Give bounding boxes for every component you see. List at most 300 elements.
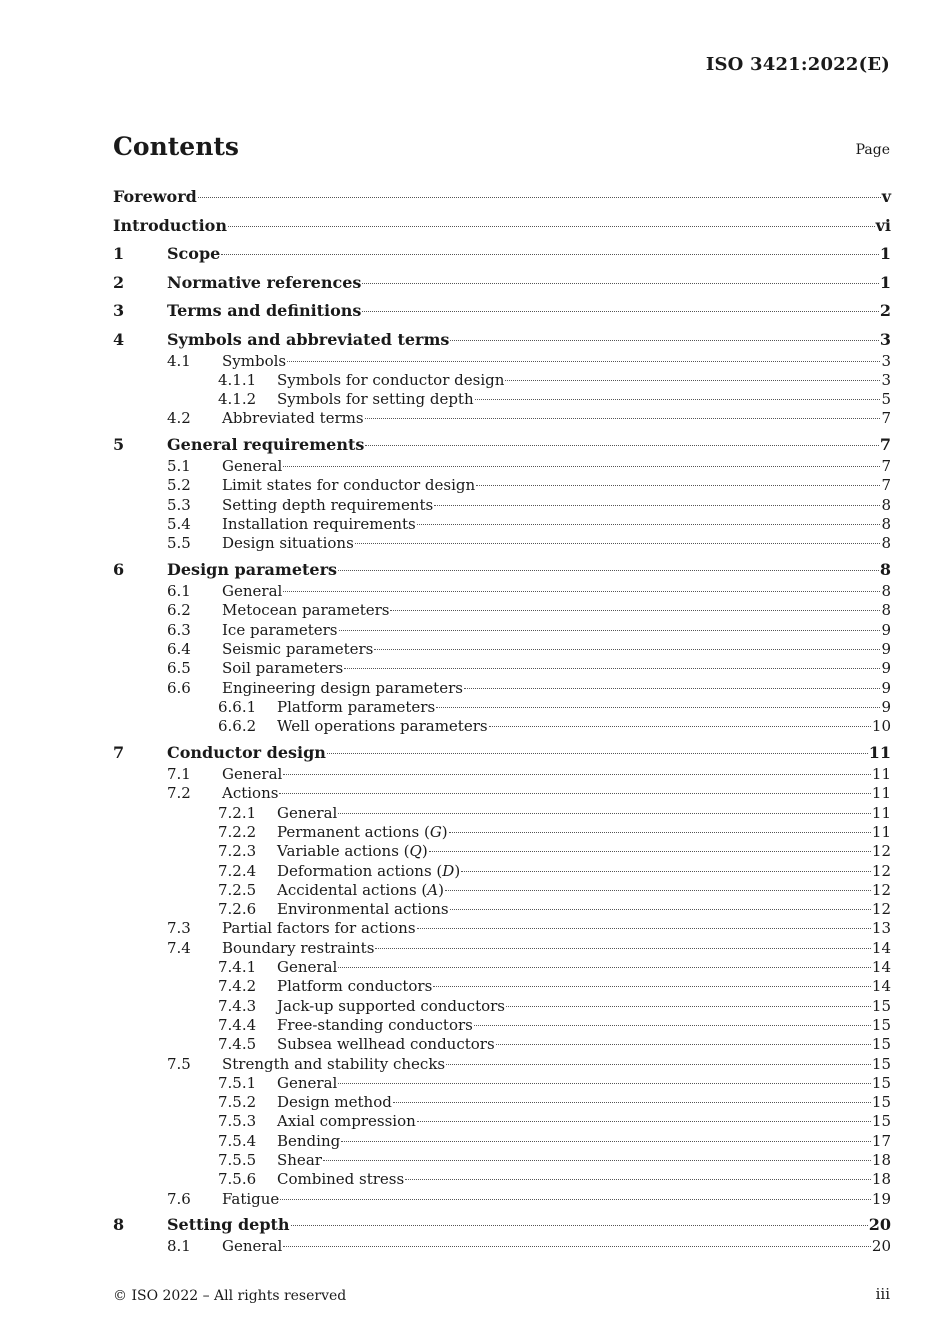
toc-entry-number: 6.6 xyxy=(167,678,191,697)
toc-entry-number: 4.1.1 xyxy=(218,370,257,389)
toc-entry[interactable] xyxy=(113,741,891,765)
toc-entry-title[interactable] xyxy=(222,476,475,495)
toc-entry-title-text: Bending xyxy=(277,1131,341,1150)
toc-entry[interactable] xyxy=(113,842,891,861)
toc-entry-number: 1 xyxy=(113,244,125,263)
dot-leader xyxy=(338,966,871,968)
toc-entry-number: 7.5 xyxy=(167,1054,191,1073)
toc-entry[interactable] xyxy=(113,977,891,996)
toc-entry-title[interactable] xyxy=(222,409,364,428)
toc-entry[interactable] xyxy=(113,804,891,823)
toc-entry[interactable] xyxy=(113,433,891,457)
dot-leader xyxy=(280,1198,871,1200)
dot-leader xyxy=(450,908,871,910)
toc-entry-number: 7.2 xyxy=(167,784,191,803)
toc-entry[interactable] xyxy=(113,582,891,601)
toc-entry-title[interactable] xyxy=(222,1190,279,1209)
toc-entry-title[interactable] xyxy=(222,640,373,659)
toc-entry-number: 7.5.2 xyxy=(218,1093,257,1112)
toc-entry-title[interactable] xyxy=(222,765,282,784)
toc-entry[interactable] xyxy=(113,659,891,678)
toc-entry-title[interactable] xyxy=(277,717,488,736)
toc-entry-title-text: General xyxy=(277,958,338,977)
toc-entry-page: 9 xyxy=(881,620,891,639)
toc-entry-title[interactable] xyxy=(167,433,364,457)
page-column-label: Page xyxy=(855,142,890,158)
toc-entry-number: 7.2.5 xyxy=(218,880,257,899)
dot-leader xyxy=(283,773,871,775)
toc-entry-title[interactable] xyxy=(277,842,428,861)
dot-leader xyxy=(417,1120,871,1122)
toc-entry-number: 5.3 xyxy=(167,495,191,514)
toc-entry-page: 12 xyxy=(871,900,891,919)
toc-entry-page: 20 xyxy=(871,1237,891,1256)
dot-leader xyxy=(365,417,881,419)
toc-entry[interactable] xyxy=(113,958,891,977)
toc-entry-number: 8.1 xyxy=(167,1237,191,1256)
toc-entry-page: 2 xyxy=(879,301,891,320)
toc-entry-page: 3 xyxy=(881,370,891,389)
toc-entry-title-text: Design method xyxy=(277,1093,392,1112)
toc-entry[interactable] xyxy=(113,299,891,323)
toc-entry-title[interactable] xyxy=(277,881,444,900)
toc-entry-symbol: D xyxy=(442,861,455,880)
toc-entry-page: 3 xyxy=(881,351,891,370)
toc-entry[interactable] xyxy=(113,698,891,717)
toc-entry-number: 5 xyxy=(113,435,125,455)
toc-entry-number: 7.4 xyxy=(167,938,191,957)
toc-entry[interactable] xyxy=(113,534,891,553)
toc-entry[interactable] xyxy=(113,939,891,958)
toc-entry-title[interactable] xyxy=(113,185,197,209)
toc-entry-page: 15 xyxy=(871,1112,891,1131)
dot-leader xyxy=(365,444,879,446)
toc-entry-title-suffix: ) xyxy=(441,822,448,841)
toc-entry-title-text: Actions xyxy=(222,784,279,803)
toc-entry-title[interactable] xyxy=(167,558,337,582)
toc-entry-title-text: Limit states for conductor design xyxy=(222,476,476,495)
toc-entry-title-text: Conductor design xyxy=(167,743,326,763)
toc-entry-title-text: Metocean parameters xyxy=(222,601,390,620)
toc-entry-number: 7.5.1 xyxy=(218,1073,257,1092)
dot-leader xyxy=(362,282,878,284)
dot-leader xyxy=(362,310,878,312)
toc-entry-title-text: Accidental actions ( xyxy=(277,880,428,899)
toc-entry-page: 7 xyxy=(881,457,891,476)
toc-entry-page: 15 xyxy=(871,996,891,1015)
dot-leader xyxy=(475,398,881,400)
dot-leader xyxy=(429,850,871,852)
toc-entry-number: 5.4 xyxy=(167,515,191,534)
toc-entry-title[interactable] xyxy=(277,1035,495,1054)
dot-leader xyxy=(433,985,871,987)
toc-entry[interactable] xyxy=(113,1074,891,1093)
toc-entry[interactable] xyxy=(113,1132,891,1151)
toc-entry-title[interactable] xyxy=(277,1093,392,1112)
toc-entry-page: 7 xyxy=(879,435,891,455)
dot-leader xyxy=(445,889,871,891)
dot-leader xyxy=(476,484,880,486)
toc-entry-page: 1 xyxy=(879,272,891,292)
toc-entry[interactable] xyxy=(113,784,891,803)
toc-entry[interactable] xyxy=(113,1112,891,1131)
dot-leader xyxy=(417,523,881,525)
toc-entry-title[interactable] xyxy=(222,784,278,803)
toc-entry[interactable] xyxy=(113,390,891,409)
toc-entry-title[interactable] xyxy=(277,1112,416,1131)
toc-entry-title-text: Axial compression xyxy=(277,1112,416,1131)
toc-entry-page: 18 xyxy=(871,1150,891,1169)
toc-entry-page: 13 xyxy=(871,919,891,938)
toc-entry-title[interactable] xyxy=(222,457,282,476)
toc-entry-page: 11 xyxy=(868,743,891,763)
toc-entry-page: 7 xyxy=(881,409,891,428)
toc-entry-title[interactable] xyxy=(277,997,505,1016)
toc-entry[interactable] xyxy=(113,409,891,428)
toc-entry[interactable] xyxy=(113,352,891,371)
toc-entry[interactable] xyxy=(113,997,891,1016)
toc-entry-page: 12 xyxy=(871,880,891,899)
dot-leader xyxy=(393,1101,871,1103)
toc-entry-page: 12 xyxy=(871,861,891,880)
toc-entry-title-text: Terms and definitions xyxy=(167,301,362,320)
toc-entry-page: 5 xyxy=(881,390,891,409)
toc-entry[interactable] xyxy=(113,1035,891,1054)
toc-entry-title[interactable] xyxy=(277,1074,337,1093)
toc-entry-title-suffix: ) xyxy=(421,842,428,861)
toc-entry-title[interactable] xyxy=(277,862,460,881)
toc-entry-title[interactable] xyxy=(222,621,338,640)
toc-entry-title-text: Setting depth xyxy=(167,1215,290,1235)
dot-leader xyxy=(283,1245,871,1247)
toc-entry-title[interactable] xyxy=(167,299,361,323)
toc-entry[interactable] xyxy=(113,1016,891,1035)
toc-entry-title-text: Shear xyxy=(277,1150,322,1169)
dot-leader xyxy=(338,569,879,571)
toc-entry[interactable] xyxy=(113,1237,891,1256)
toc-entry-title-text: Free-standing conductors xyxy=(277,1015,473,1034)
toc-entry-title-text: Normative references xyxy=(167,272,362,292)
toc-entry-page: 7 xyxy=(881,476,891,495)
toc-entry-page: 9 xyxy=(881,659,891,678)
toc-entry[interactable] xyxy=(113,328,891,352)
toc-entry-title[interactable] xyxy=(167,1213,290,1237)
toc-entry-number: 6.5 xyxy=(167,659,191,678)
toc-entry-title[interactable] xyxy=(277,698,435,717)
toc-entry[interactable] xyxy=(113,919,891,938)
toc-entry-page: 15 xyxy=(871,1093,891,1112)
standard-identifier: ISO 3421:2022(E) xyxy=(705,54,890,75)
dot-leader xyxy=(327,752,868,754)
toc-entry-number: 8 xyxy=(113,1215,125,1235)
toc-entry-page: 14 xyxy=(871,938,891,957)
toc-entry-title-text: Abbreviated terms xyxy=(222,409,364,428)
toc-entry-title-suffix: ) xyxy=(454,861,461,880)
toc-entry-title[interactable] xyxy=(277,1016,473,1035)
toc-entry-number: 4.2 xyxy=(167,409,191,428)
toc-entry-page: 15 xyxy=(871,1015,891,1034)
toc-entry-page: vi xyxy=(875,215,891,235)
toc-entry-page: 1 xyxy=(879,244,891,263)
toc-entry-title-suffix: ) xyxy=(438,880,444,899)
dot-leader xyxy=(355,542,881,544)
toc-entry-title[interactable] xyxy=(277,958,337,977)
toc-entry-page: 8 xyxy=(881,495,891,514)
toc-entry-title-text: Combined stress xyxy=(277,1170,405,1189)
toc-entry-symbol: G xyxy=(429,822,442,841)
toc-entry-title[interactable] xyxy=(222,601,389,620)
toc-entry[interactable] xyxy=(113,457,891,476)
toc-entry-title-text: General xyxy=(222,582,283,601)
toc-entry-title[interactable] xyxy=(277,390,474,409)
dot-leader xyxy=(505,379,880,381)
toc-entry-title[interactable] xyxy=(277,1132,340,1151)
toc-entry-title-text: Engineering design parameters xyxy=(222,678,463,697)
toc-entry-number: 7.4.5 xyxy=(218,1035,257,1054)
toc-entry-title-text: Design situations xyxy=(222,534,354,553)
toc-entry-page: v xyxy=(881,187,891,206)
toc-entry-page: 8 xyxy=(881,582,891,601)
toc-entry[interactable] xyxy=(113,601,891,620)
toc-entry-title[interactable] xyxy=(277,1151,322,1170)
toc-entry[interactable] xyxy=(113,1055,891,1074)
dot-leader xyxy=(323,1159,871,1161)
toc-entry-page: 12 xyxy=(871,842,891,861)
dot-leader xyxy=(341,1140,871,1142)
toc-entry[interactable] xyxy=(113,1170,891,1189)
toc-entry-title[interactable] xyxy=(222,919,416,938)
dot-leader xyxy=(405,1178,871,1180)
dot-leader xyxy=(374,648,880,650)
toc-entry-title-text: Strength and stability checks xyxy=(222,1054,446,1073)
toc-entry-page: 11 xyxy=(871,803,891,822)
toc-entry-number: 6.6.1 xyxy=(218,697,257,716)
dot-leader xyxy=(279,792,870,794)
toc-entry[interactable] xyxy=(113,881,891,900)
toc-entry-number: 7.1 xyxy=(167,765,191,784)
toc-entry-title-text: Platform parameters xyxy=(277,697,436,716)
toc-entry[interactable] xyxy=(113,271,891,295)
toc-entry-title[interactable] xyxy=(113,214,227,238)
toc-entry-title[interactable] xyxy=(277,977,432,996)
toc-entry-page: 9 xyxy=(881,697,891,716)
toc-entry[interactable] xyxy=(113,185,891,209)
toc-entry-number: 7.5.3 xyxy=(218,1112,257,1131)
toc-entry-symbol: A xyxy=(427,880,439,899)
dot-leader xyxy=(375,947,871,949)
toc-entry[interactable] xyxy=(113,900,891,919)
toc-entry[interactable] xyxy=(113,862,891,881)
toc-entry-title-text: General xyxy=(222,1237,283,1256)
dot-leader xyxy=(446,1063,871,1065)
dot-leader xyxy=(228,225,875,227)
toc-entry-number: 7.5.5 xyxy=(218,1150,257,1169)
toc-entry[interactable] xyxy=(113,558,891,582)
toc-entry-title[interactable] xyxy=(277,1170,404,1189)
toc-entry-symbol: Q xyxy=(409,842,422,861)
dot-leader xyxy=(496,1043,871,1045)
toc-entry-title-text: Symbols for conductor design xyxy=(277,370,505,389)
dot-leader xyxy=(489,725,871,727)
toc-entry[interactable] xyxy=(113,1093,891,1112)
toc-entry[interactable] xyxy=(113,214,891,238)
toc-entry-page: 11 xyxy=(871,784,891,803)
dot-leader xyxy=(283,590,880,592)
dot-leader xyxy=(449,831,871,833)
toc-entry-title-text: Deformation actions ( xyxy=(277,861,443,880)
toc-entry-page: 10 xyxy=(871,717,891,736)
toc-entry[interactable] xyxy=(113,640,891,659)
dot-leader xyxy=(506,1005,871,1007)
toc-entry-title[interactable] xyxy=(222,582,282,601)
toc-entry-number: 6.1 xyxy=(167,582,191,601)
toc-entry-title-text: Installation requirements xyxy=(222,515,416,534)
toc-entry-page: 9 xyxy=(881,678,891,697)
toc-entry-page: 19 xyxy=(871,1189,891,1208)
toc-entry-number: 7.2.3 xyxy=(218,842,257,861)
toc-entry-number: 7.4.3 xyxy=(218,996,257,1015)
toc-entry-title-text: Introduction xyxy=(113,215,227,235)
toc-entry[interactable] xyxy=(113,1151,891,1170)
toc-entry-number: 7.2.1 xyxy=(218,803,257,822)
dot-leader xyxy=(417,927,871,929)
toc-entry-title-text: Setting depth requirements xyxy=(222,495,434,514)
toc-entry-number: 7.2.6 xyxy=(218,900,257,919)
toc-entry-number: 6.3 xyxy=(167,620,191,639)
toc-entry-page: 9 xyxy=(881,640,891,659)
toc-entry-title[interactable] xyxy=(222,1237,282,1256)
toc-entry[interactable] xyxy=(113,823,891,842)
toc-entry-title[interactable] xyxy=(167,271,361,295)
toc-entry[interactable] xyxy=(113,679,891,698)
dot-leader xyxy=(390,609,880,611)
toc-entry-number: 7.6 xyxy=(167,1189,191,1208)
dot-leader xyxy=(434,504,880,506)
toc-entry-title-text: Symbols xyxy=(222,351,287,370)
toc-entry-number: 7.5.4 xyxy=(218,1131,257,1150)
toc-entry-title[interactable] xyxy=(222,659,343,678)
toc-entry[interactable] xyxy=(113,371,891,390)
toc-entry[interactable] xyxy=(113,765,891,784)
dot-leader xyxy=(339,629,881,631)
toc-entry-title-text: Soil parameters xyxy=(222,659,344,678)
toc-entry-title-text: General xyxy=(277,803,338,822)
toc-entry-number: 4 xyxy=(113,329,125,349)
dot-leader xyxy=(450,339,878,341)
toc-entry-title-text: Symbols for setting depth xyxy=(277,390,474,409)
dot-leader xyxy=(338,1082,871,1084)
toc-entry-title[interactable] xyxy=(167,328,449,352)
toc-entry-title[interactable] xyxy=(277,900,449,919)
dot-leader xyxy=(338,812,871,814)
toc-entry-title-text: General requirements xyxy=(167,435,365,455)
toc-entry[interactable] xyxy=(113,1213,891,1237)
toc-entry-title-text: Fatigue xyxy=(222,1189,280,1208)
toc-entry[interactable] xyxy=(113,242,891,266)
toc-entry-title-text: General xyxy=(222,457,283,476)
toc-entry-number: 7.4.4 xyxy=(218,1015,257,1034)
toc-entry[interactable] xyxy=(113,717,891,736)
toc-entry-title[interactable] xyxy=(167,242,220,266)
toc-entry-title[interactable] xyxy=(222,352,286,371)
toc-entry-title-text: Variable actions ( xyxy=(277,842,410,861)
toc-entry-title-text: Platform conductors xyxy=(277,977,433,996)
toc-entry-page: 15 xyxy=(871,1054,891,1073)
toc-entry[interactable] xyxy=(113,1190,891,1209)
toc-entry-number: 7.4.2 xyxy=(218,977,257,996)
toc-entry-number: 7.2.4 xyxy=(218,861,257,880)
toc-entry-title[interactable] xyxy=(222,679,463,698)
toc-entry-page: 11 xyxy=(871,765,891,784)
toc-entry-title[interactable] xyxy=(222,1055,445,1074)
dot-leader xyxy=(461,870,871,872)
toc-entry-page: 14 xyxy=(871,958,891,977)
toc-entry[interactable] xyxy=(113,476,891,495)
toc-entry-title-text: Permanent actions ( xyxy=(277,822,430,841)
page-number: iii xyxy=(875,1285,890,1303)
toc-entry-title[interactable] xyxy=(277,823,448,842)
toc-entry-title-text: Symbols and abbreviated terms xyxy=(167,329,450,349)
toc-entry[interactable] xyxy=(113,621,891,640)
toc-entry-title[interactable] xyxy=(222,939,374,958)
dot-leader xyxy=(291,1224,868,1226)
dot-leader xyxy=(221,253,879,255)
toc-entry-number: 7.5.6 xyxy=(218,1170,257,1189)
contents-title: Contents xyxy=(113,132,240,161)
toc-entry-number: 7.3 xyxy=(167,919,191,938)
toc-entry-title-text: Seismic parameters xyxy=(222,640,374,659)
toc-entry-page: 20 xyxy=(868,1215,891,1235)
toc-entry-page: 14 xyxy=(871,977,891,996)
toc-entry-page: 8 xyxy=(881,534,891,553)
dot-leader xyxy=(344,667,880,669)
toc-entry-title-text: Ice parameters xyxy=(222,620,338,639)
dot-leader xyxy=(436,706,880,708)
copyright-notice: © ISO 2022 – All rights reserved xyxy=(113,1288,347,1304)
toc-entry-number: 4.1 xyxy=(167,351,191,370)
toc-entry-title[interactable] xyxy=(222,534,354,553)
toc-entry[interactable] xyxy=(113,515,891,534)
toc-entry-number: 6 xyxy=(113,560,125,580)
toc-entry-page: 8 xyxy=(881,601,891,620)
toc-entry-page: 15 xyxy=(871,1035,891,1054)
toc-entry-title-text: Well operations parameters xyxy=(277,717,488,736)
toc-entry-page: 3 xyxy=(879,329,891,349)
toc-entry-title[interactable] xyxy=(222,515,416,534)
toc-entry-number: 5.2 xyxy=(167,476,191,495)
toc-entry-title[interactable] xyxy=(277,804,337,823)
dot-leader xyxy=(287,360,880,362)
toc-entry-title-text: General xyxy=(222,765,283,784)
toc-entry-number: 7.4.1 xyxy=(218,958,257,977)
toc-entry-page: 17 xyxy=(871,1131,891,1150)
toc-entry-number: 6.4 xyxy=(167,640,191,659)
toc-entry-number: 5.1 xyxy=(167,457,191,476)
toc-entry-title[interactable] xyxy=(167,741,326,765)
toc-entry-title-text: Design parameters xyxy=(167,560,337,580)
toc-entry-page: 15 xyxy=(871,1073,891,1092)
toc-entry-number: 7.2.2 xyxy=(218,822,257,841)
toc-entry-title-text: Foreword xyxy=(113,187,197,206)
toc-entry-title[interactable] xyxy=(222,496,433,515)
toc-entry-title-text: Boundary restraints xyxy=(222,938,375,957)
toc-entry-number: 7 xyxy=(113,743,125,763)
dot-leader xyxy=(283,465,880,467)
toc-entry-title[interactable] xyxy=(277,371,504,390)
toc-entry[interactable] xyxy=(113,496,891,515)
toc-entry-title-text: Partial factors for actions xyxy=(222,919,416,938)
toc-entry-number: 3 xyxy=(113,301,125,320)
